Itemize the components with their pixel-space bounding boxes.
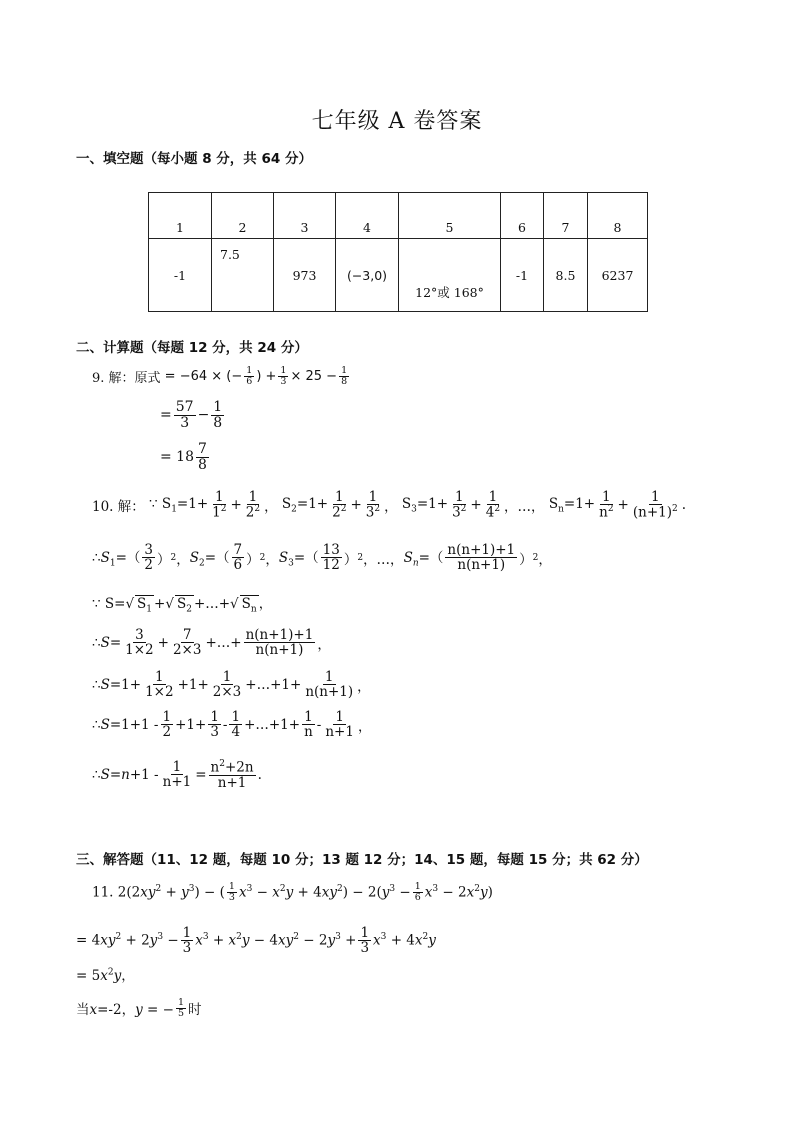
q10-line-1: 10. 解： ∵ $S_1=1+$ $\frac{1}{1^2}$ + $\frac{1}{2^2}$ ， $S_2=1+$ $\frac{1}{2^2}$ + $\frac{1}{3^2}$ ， $S_3=1+$ $\frac{1}{3^2}$ + $\frac{1}{4^2}$ ，…， $S_n=1+$ $\frac{1}{n^2}$ + $\frac{1}{(n+1)^2}$ . — [92, 489, 687, 521]
q11-line-1: 11. $2(2xy^2 + y^3)$ − ( $\frac{1}{3}$ $x^3 - x^2y + 4xy^2) - 2(y^3$ − $\frac{1}{6}$ $x^3 - 2x^2y$) — [92, 881, 493, 903]
table-cell: 6237 — [588, 239, 648, 312]
answer-table-value-row — [149, 239, 648, 312]
answer-table — [148, 192, 648, 312]
table-cell: 8.5 — [544, 239, 588, 312]
section-fill-in-heading: 一、填空题（每小题 8 分，共 64 分） — [76, 151, 312, 167]
q9-line-3: = 18 $\frac{7}{8}$ — [160, 441, 207, 473]
q10-line-5: ∴S=1+ $\frac{1}{1\times 2}$ +1+ $\frac{1}{2\times 3}$ +…+1+ $\frac{1}{n(n+1)}$ ， — [92, 669, 371, 701]
table-cell: -1 — [501, 239, 544, 312]
table-cell: 5 — [399, 193, 501, 239]
table-cell: 973 — [274, 239, 336, 312]
table-cell: 4 — [336, 193, 399, 239]
answer-table-header-row — [149, 193, 648, 239]
page-title: 七年级 A 卷答案 — [311, 109, 483, 134]
table-cell: 7 — [544, 193, 588, 239]
table-cell: 8 — [588, 193, 648, 239]
q11-line-4: 当x=-2，y = − $\frac{1}{5}$ 时 — [76, 997, 202, 1019]
section-calc-heading: 二、计算题（每题 12 分，共 24 分） — [76, 340, 308, 356]
table-cell: 6 — [501, 193, 544, 239]
q10-line-2: $\therefore S_1=$（ $\frac{3}{2}$ ） 2 ， $S_2=$（ $\frac{7}{6}$ ） 2 ， $S_3=$（ $\frac{13}{12}$ ） 2 ，…， $S_n=$（ $\frac{n(n+1)+1}{n(n+1)}$ ） 2 ， — [92, 542, 552, 574]
section-solve-heading: 三、解答题（11、12 题，每题 10 分；13 题 12 分；14、15 题，每题 15 分；共 62 分） — [76, 852, 648, 868]
table-cell: (−3,0) — [336, 239, 399, 312]
q10-line-4: ∴S= $\frac{3}{1\times 2}$ + $\frac{7}{2\times 3}$ +…+ $\frac{n(n+1)+1}{n(n+1)}$ ， — [92, 627, 331, 659]
table-cell: -1 — [149, 239, 212, 312]
q11-line-2: = $4xy^2 + 2y^3$ − $\frac{1}{3}$ $x^3 + x^2y - 4xy^2 - 2y^3$ + $\frac{1}{3}$ $x^3 + 4x^2y$ — [76, 925, 436, 957]
q11-line-3: = $5x^2y$， — [76, 967, 135, 984]
q10-line-6: ∴S=1+1 - $\frac{1}{2}$ +1+ $\frac{1}{3}$ - $\frac{1}{4}$ +…+1+ $\frac{1}{n}$ - $\frac{1}{n+1}$ ， — [92, 709, 372, 741]
table-cell: 2 — [212, 193, 274, 239]
table-cell: 3 — [274, 193, 336, 239]
q10-label: 10. 解： — [92, 498, 145, 515]
table-cell: 7.5 — [212, 239, 274, 312]
q9-line-1: 9. 解：原式 = −64 × (− $\frac{1}{6}$ ) + $\frac{1}{3}$ × 25 − $\frac{1}{8}$ — [92, 365, 348, 387]
q9-line-2: = $\frac{57}{3}$ − $\frac{1}{8}$ — [160, 399, 223, 431]
q10-line-7: ∴S=n+1 - $\frac{1}{n+1}$ = $\frac{n^2+2n}{n+1}$ . — [92, 759, 262, 791]
q9-label: 9. 解：原式 — [92, 370, 161, 386]
table-cell: 12°或 168° — [399, 239, 501, 312]
table-cell: 1 — [149, 193, 212, 239]
q10-line-3: ∵ S=√ $S_1$ +√ $S_2$ +…+√ $S_n$ ， — [92, 596, 273, 615]
